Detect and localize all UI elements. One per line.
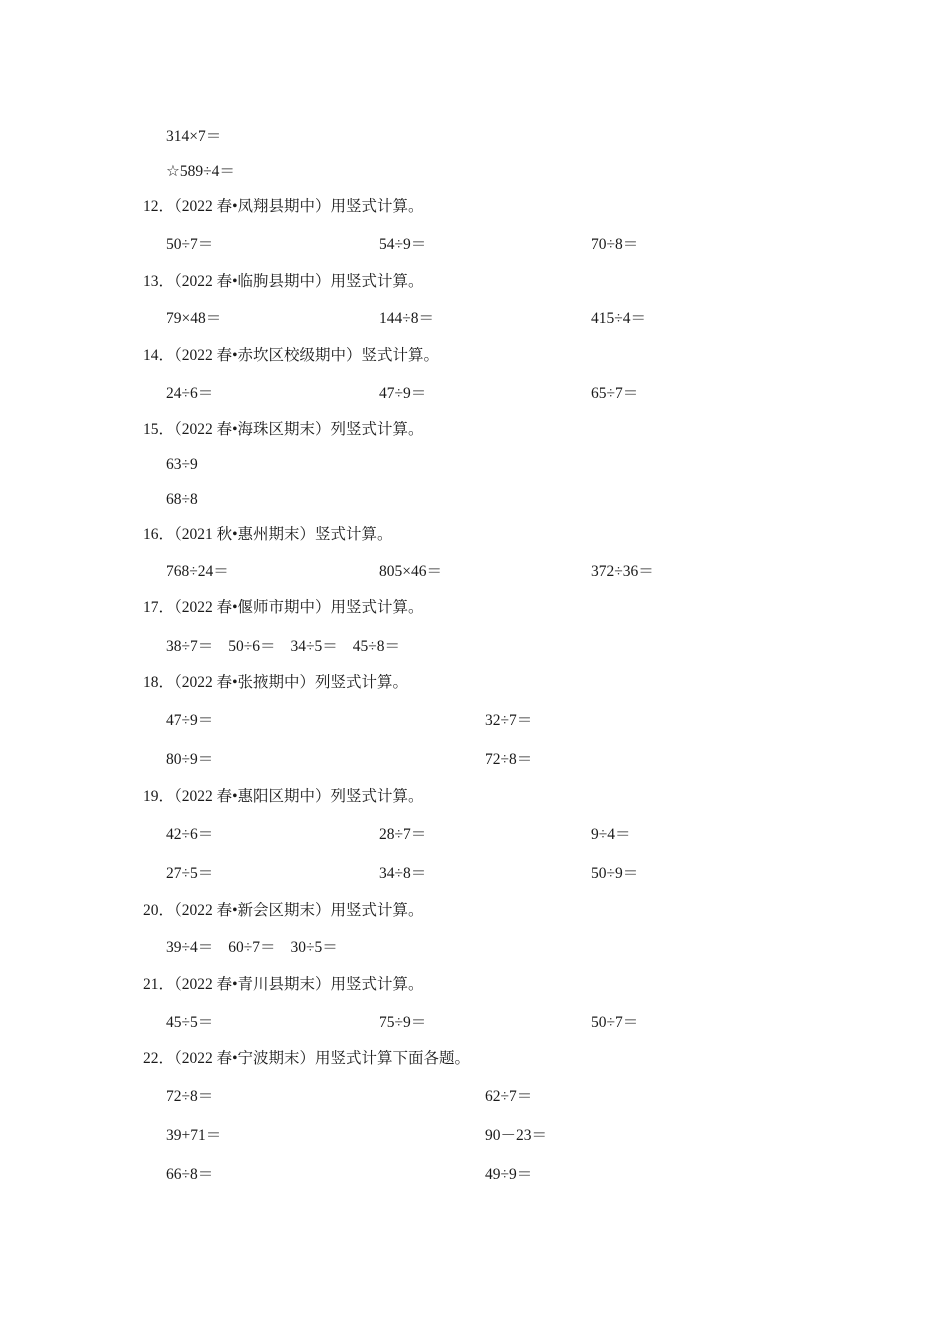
q22-item-4: 90－23＝ (485, 1127, 548, 1144)
expression-589div4: ☆589÷4＝ (166, 163, 235, 180)
q15-item-2: 68÷8 (166, 491, 198, 508)
q19-item-2: 28÷7＝ (379, 826, 427, 843)
question-21-title: 21．（2022 春•青川县期末）用竖式计算。 (143, 976, 424, 993)
q12-item-1: 50÷7＝ (166, 236, 214, 253)
q17-items-row (166, 637, 415, 657)
q16-item-2: 805×46＝ (379, 563, 442, 580)
q20-item-1: 39÷4＝ (166, 939, 214, 956)
q16-item-1: 768÷24＝ (166, 563, 229, 580)
question-14-title: 14．（2022 春•赤坎区校级期中）竖式计算。 (143, 347, 440, 364)
q19-item-5: 34÷8＝ (379, 865, 427, 882)
q12-item-3: 70÷8＝ (591, 236, 639, 253)
q22-item-5: 66÷8＝ (166, 1166, 214, 1183)
q20-item-2: 60÷7＝ (228, 939, 276, 956)
question-12-title: 12．（2022 春•凤翔县期中）用竖式计算。 (143, 198, 424, 215)
q21-item-3: 50÷7＝ (591, 1014, 639, 1031)
question-18-title: 18．（2022 春•张掖期中）列竖式计算。 (143, 674, 409, 691)
question-13-title: 13．（2022 春•临朐县期中）用竖式计算。 (143, 273, 424, 290)
expression-314x7: 314×7＝ (166, 128, 222, 145)
q17-item-2: 50÷6＝ (228, 638, 276, 655)
q19-item-6: 50÷9＝ (591, 865, 639, 882)
q13-item-1: 79×48＝ (166, 310, 222, 327)
q21-item-2: 75÷9＝ (379, 1014, 427, 1031)
q19-item-3: 9÷4＝ (591, 826, 631, 843)
q18-item-4: 72÷8＝ (485, 751, 533, 768)
q14-item-2: 47÷9＝ (379, 385, 427, 402)
q19-item-1: 42÷6＝ (166, 826, 214, 843)
q13-item-2: 144÷8＝ (379, 310, 435, 327)
q17-item-1: 38÷7＝ (166, 638, 214, 655)
question-19-title: 19．（2022 春•惠阳区期中）列竖式计算。 (143, 788, 424, 805)
q22-item-2: 62÷7＝ (485, 1088, 533, 1105)
question-15-title: 15．（2022 春•海珠区期末）列竖式计算。 (143, 421, 424, 438)
q15-item-1: 63÷9 (166, 456, 198, 473)
q19-item-4: 27÷5＝ (166, 865, 214, 882)
q12-item-2: 54÷9＝ (379, 236, 427, 253)
q17-item-3: 34÷5＝ (290, 638, 338, 655)
q18-item-1: 47÷9＝ (166, 712, 214, 729)
q18-item-3: 80÷9＝ (166, 751, 214, 768)
question-16-title: 16．（2021 秋•惠州期末）竖式计算。 (143, 526, 393, 543)
question-22-title: 22．（2022 春•宁波期末）用竖式计算下面各题。 (143, 1050, 471, 1067)
q22-item-1: 72÷8＝ (166, 1088, 214, 1105)
q22-item-6: 49÷9＝ (485, 1166, 533, 1183)
q16-item-3: 372÷36＝ (591, 563, 654, 580)
q14-item-3: 65÷7＝ (591, 385, 639, 402)
q21-item-1: 45÷5＝ (166, 1014, 214, 1031)
q18-item-2: 32÷7＝ (485, 712, 533, 729)
question-20-title: 20．（2022 春•新会区期末）用竖式计算。 (143, 902, 424, 919)
q17-item-4: 45÷8＝ (352, 638, 401, 655)
q13-item-3: 415÷4＝ (591, 310, 647, 327)
q20-item-3: 30÷5＝ (290, 939, 338, 956)
q14-item-1: 24÷6＝ (166, 385, 214, 402)
q22-item-3: 39+71＝ (166, 1127, 222, 1144)
q20-items-row (166, 938, 353, 958)
question-17-title: 17．（2022 春•偃师市期中）用竖式计算。 (143, 599, 424, 616)
